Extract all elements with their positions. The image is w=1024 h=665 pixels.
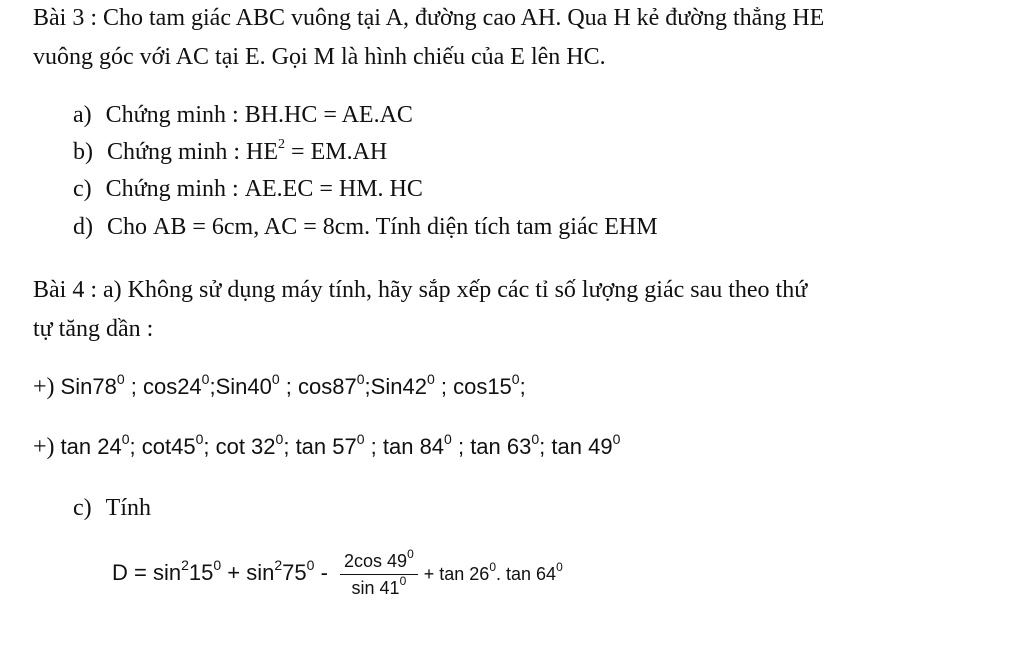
trig-term: $Sin42^0$ <box>370 370 435 399</box>
separator: ; <box>124 374 143 399</box>
item-text: Cho <box>107 214 154 240</box>
trig-list <box>60 370 526 399</box>
bai3-item-b <box>73 137 387 167</box>
operator: + <box>221 560 247 586</box>
separator: ; <box>519 374 526 399</box>
trig-term: $Sin40^0$ <box>215 370 280 399</box>
trig-term: $\tan 63^0$ <box>470 430 540 459</box>
formula-d <box>112 548 563 601</box>
item-label: c) <box>73 176 92 202</box>
arg: 75 <box>282 560 307 586</box>
item-label: a) <box>73 102 92 128</box>
formula-term: $\tan 26^0$. $\tan 64^0$ <box>439 560 563 585</box>
separator: ; <box>203 434 216 459</box>
separator: ; <box>209 374 216 399</box>
trig-term: $\cos 87^0$ <box>298 370 365 399</box>
trig-list <box>60 430 621 459</box>
exponent: 2 <box>278 137 286 152</box>
math-part: = EM.AH <box>285 139 388 165</box>
row-prefix: +) <box>33 374 61 400</box>
item-text: . Tính diện tích tam giác EHM <box>364 214 658 240</box>
separator: ; <box>364 374 371 399</box>
item-math: BH.HC = AE.AC <box>244 102 413 128</box>
bai4-line1: Bài 4 : a) Không sử dụng máy tính, hãy sắp xếp các tỉ số lượng giác sau theo thứ <box>33 277 808 303</box>
bai4-line2: tự tăng dần : <box>33 316 154 342</box>
separator: ; <box>364 434 383 459</box>
math-part: HE <box>246 139 279 165</box>
trig-term: $\cos 15^0$ <box>453 370 520 399</box>
item-text: Chứng minh : <box>107 139 247 165</box>
bai3-line2: vuông góc với AC tại E. Gọi M là hình chiếu của E lên HC. <box>33 44 606 70</box>
item-label: b) <box>73 139 93 165</box>
bai3-item-a <box>73 100 413 130</box>
arg: 15 <box>188 560 214 586</box>
operator: - <box>314 560 335 586</box>
bai4-row1 <box>33 372 526 402</box>
trig-term: $\cot 32^0$ <box>215 430 284 459</box>
operator: + <box>423 564 440 585</box>
formula-lhs: D = <box>112 560 153 586</box>
exponent: 2 <box>181 556 189 573</box>
separator: ; <box>434 374 454 399</box>
fraction-denominator: $\sin 41^0$ <box>351 574 407 598</box>
separator: ; <box>279 374 299 399</box>
degree: 0 <box>306 556 315 573</box>
item-text: Chứng minh : <box>105 176 245 202</box>
trig-term: $Sin78^0$ <box>60 370 125 399</box>
trig-term: $\cos 24^0$ <box>142 370 210 399</box>
formula-term <box>246 556 315 586</box>
bai4-row2 <box>33 432 620 462</box>
bai3-line1: Bài 3 : Cho tam giác ABC vuông tại A, đường cao AH. Qua H kẻ đường thẳng HE <box>33 5 825 31</box>
item-math: AE.EC = HM. HC <box>244 176 423 202</box>
bai3-item-d <box>73 212 658 242</box>
item-math <box>246 139 387 165</box>
item-text: Tính <box>105 495 151 521</box>
trig-term: $\cot 45^0$ <box>141 430 204 459</box>
item-math: AB = 6cm, AC = 8cm <box>153 214 365 240</box>
separator: ; <box>129 434 142 459</box>
trig-term: $\tan 24^0$ <box>60 430 130 459</box>
fraction <box>340 548 418 601</box>
bai3-item-c <box>73 174 423 204</box>
degree: 0 <box>213 556 222 573</box>
row-prefix: +) <box>33 434 61 460</box>
trig-term: $\tan 49^0$ <box>551 430 621 459</box>
separator: ; <box>283 434 296 459</box>
fn: sin <box>246 560 275 586</box>
exponent: 2 <box>274 556 283 573</box>
item-text: Chứng minh : <box>105 102 245 128</box>
formula-term <box>152 556 222 586</box>
item-label: d) <box>73 214 93 240</box>
item-label: c) <box>73 495 92 521</box>
fraction-numerator: 2cos $49^0$ <box>340 548 418 575</box>
bai4-item-c <box>73 493 151 523</box>
separator: ; <box>451 434 471 459</box>
trig-term: $\tan 57^0$ <box>295 430 365 459</box>
separator: ; <box>539 434 552 459</box>
fn: sin <box>152 560 182 586</box>
trig-term: $\tan 84^0$ <box>382 430 452 459</box>
